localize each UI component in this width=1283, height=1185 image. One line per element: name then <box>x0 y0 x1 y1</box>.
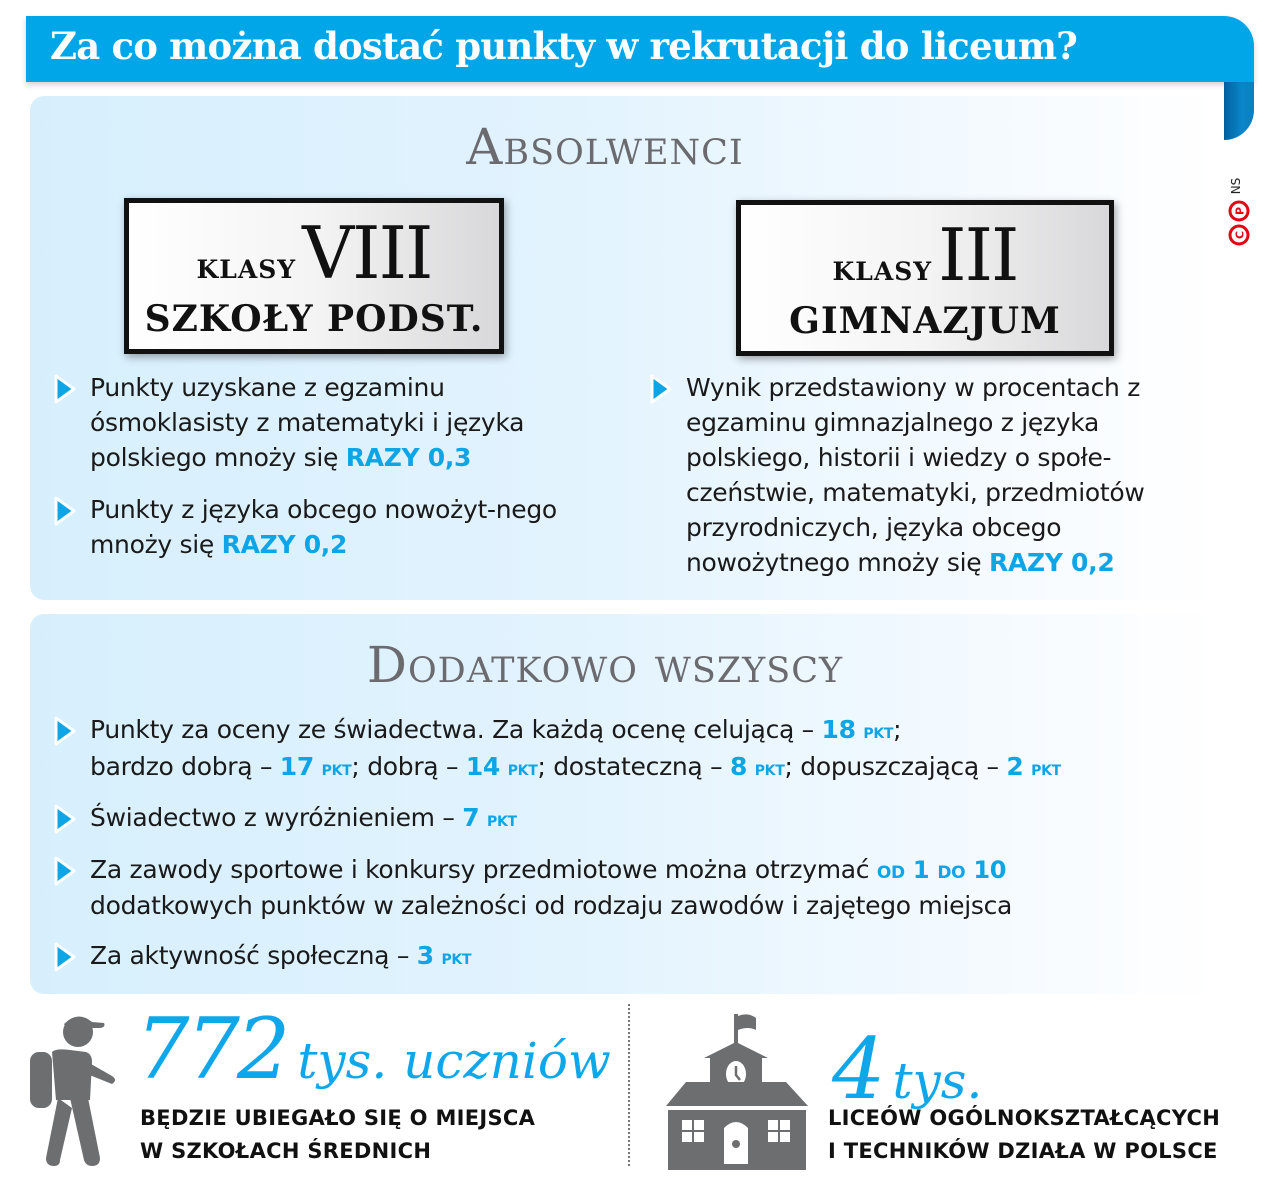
stat-unit: tys. uczniów <box>297 1032 611 1090</box>
caption-line: W SZKOŁACH ŚREDNICH <box>140 1139 432 1163</box>
page-title: Za co można dostać punkty w rekrutacji do liceum? <box>50 24 1078 68</box>
svg-text:C: C <box>1233 230 1247 240</box>
stats-divider <box>628 1004 630 1166</box>
bullet-arrow-icon <box>52 496 78 526</box>
multiplier-highlight: RAZY 0,2 <box>221 530 348 559</box>
stat-value: 4 <box>832 1020 883 1118</box>
box-school-type: GIMNAZJUM <box>789 300 1061 342</box>
bullet-arrow-icon <box>52 804 78 834</box>
multiplier-highlight: RAZY 0,3 <box>345 443 472 472</box>
class-box-primary-school <box>124 198 504 354</box>
points-unit: pkt <box>507 756 538 780</box>
points-value: 17 <box>279 752 314 781</box>
bullet-text: Za zawody sportowe i konkursy przedmiotowe można otrzymać <box>90 855 877 884</box>
bullet-text: Punkty z języka obcego nowożyt-nego mnoży się <box>90 495 557 559</box>
banner-fold-decoration <box>1224 82 1254 140</box>
stat-value: 772 <box>136 1000 288 1098</box>
points-unit: pkt <box>754 756 785 780</box>
bullet-text: ; dostateczną – <box>537 752 730 781</box>
stat-students-caption <box>140 1102 535 1168</box>
copyright-icon <box>1228 200 1250 248</box>
student-walking-icon <box>26 1008 126 1168</box>
class-box-gymnasium <box>736 200 1114 356</box>
caption-line: BĘDZIE UBIEGAŁO SIĘ O MIEJSCA <box>140 1106 536 1130</box>
bullet-arrow-icon <box>52 856 78 886</box>
bullet-distinction <box>90 800 1210 837</box>
bullet-text: Wynik przedstawiony w procentach z egzaminu gimnazjalnego z języka polskiego, historii i wiedzy o społe-czeństwie, matematyki, przedmiotów przyrodniczych, języka obcego nowożytnego mnoży się <box>686 373 1145 577</box>
bullet-text: Świadectwo z wyróżnieniem – <box>90 803 463 832</box>
bullet-social-activity <box>90 938 1210 975</box>
points-unit: pkt <box>486 807 517 831</box>
svg-text:P: P <box>1233 206 1247 216</box>
section-heading-graduates: Absolwenci <box>466 118 744 176</box>
bullet-text: dodatkowych punktów w zależności od rodzaju zawodów i zajętego miejsca <box>90 891 1013 920</box>
title-banner <box>26 16 1254 82</box>
bullet-arrow-icon <box>52 716 78 746</box>
points-range: od 1 do 10 <box>876 856 1007 884</box>
bullet-text: ; dobrą – <box>351 752 466 781</box>
stat-schools-caption <box>828 1102 1220 1168</box>
school-building-icon <box>664 1012 810 1172</box>
box-label-klasy: klasy <box>196 245 297 287</box>
caption-line: I TECHNIKÓW DZIAŁA W POLSCE <box>828 1139 1218 1163</box>
bullet-gymnasium-exam <box>686 370 1226 580</box>
stat-students-number <box>136 1000 611 1098</box>
bullet-competitions <box>90 852 1210 923</box>
box-school-type: SZKOŁY PODST. <box>144 298 484 340</box>
bullet-text: Punkty za oceny ze świadectwa. Za każdą ocenę celującą – <box>90 715 822 744</box>
bullet-text: Punkty uzyskane z egzaminu ósmoklasisty z matematyki i języka polskiego mnoży się <box>90 373 525 472</box>
points-value: 14 <box>465 752 501 781</box>
points-unit: pkt <box>863 719 894 743</box>
bullet-text: Za aktywność społeczną – <box>90 941 417 970</box>
bullet-text: bardzo dobrą – <box>90 752 280 781</box>
points-value: 18 <box>821 715 856 744</box>
points-value: 8 <box>729 752 748 781</box>
bullet-grades <box>90 712 1210 786</box>
bullet-arrow-icon <box>648 374 674 404</box>
points-value: 7 <box>462 803 480 832</box>
bullet-primary-exam <box>90 370 610 475</box>
stat-unit: tys. <box>892 1052 983 1110</box>
box-label-klasy: klasy <box>832 247 933 289</box>
box-roman-numeral: III <box>938 213 1018 297</box>
caption-line: LICEÓW OGÓLNOKSZTAŁCĄCYCH <box>828 1106 1221 1130</box>
bullet-primary-language <box>90 492 610 562</box>
points-value: 3 <box>416 941 434 970</box>
box-roman-numeral: VIII <box>302 211 432 295</box>
credit-author: NS <box>1229 177 1243 195</box>
multiplier-highlight: RAZY 0,2 <box>989 548 1115 577</box>
points-value: 2 <box>1006 752 1024 781</box>
bullet-arrow-icon <box>52 374 78 404</box>
points-unit: pkt <box>1031 756 1061 780</box>
section-heading-additional: Dodatkowo wszyscy <box>366 636 844 694</box>
points-unit: pkt <box>441 945 472 969</box>
bullet-text: ; dopuszczającą – <box>784 752 1007 781</box>
bullet-text: ; <box>893 715 902 744</box>
bullet-arrow-icon <box>52 942 78 972</box>
points-unit: pkt <box>321 756 352 780</box>
